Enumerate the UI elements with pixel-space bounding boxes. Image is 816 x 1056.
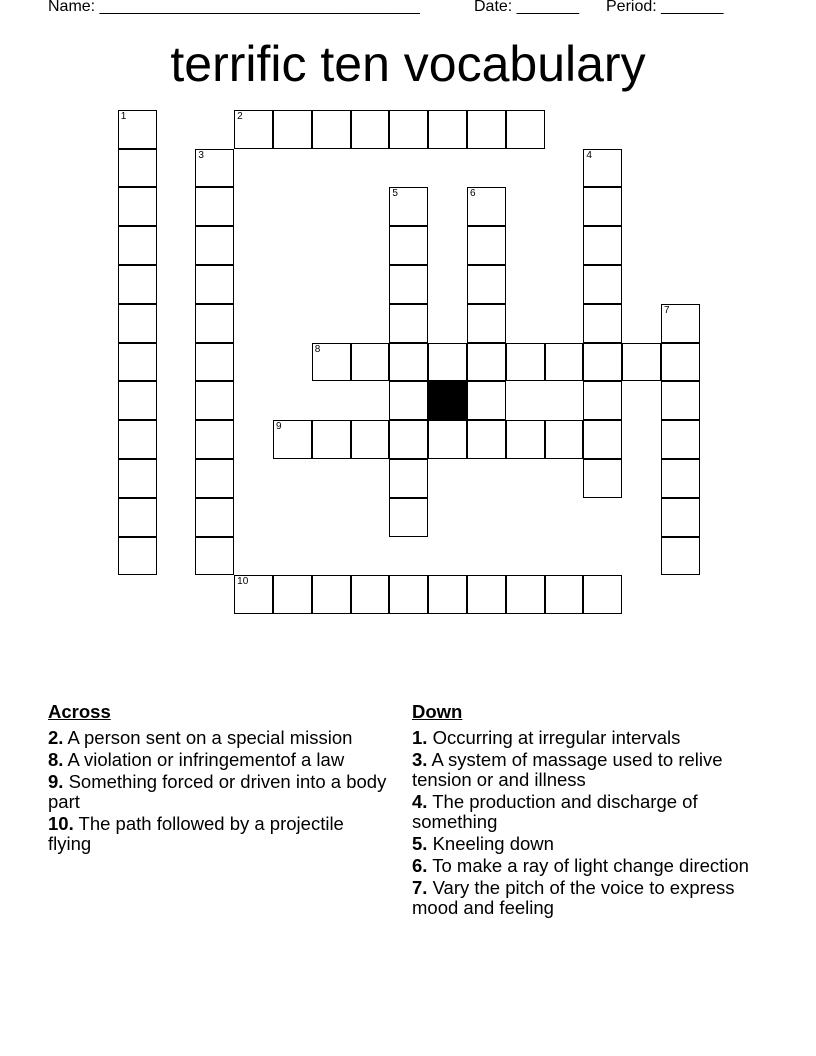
down-clue-list bbox=[412, 728, 752, 918]
grid-cell[interactable] bbox=[273, 420, 312, 459]
grid-cell[interactable] bbox=[273, 110, 312, 149]
grid-cell[interactable] bbox=[118, 459, 157, 498]
clue-text: A system of massage used to relive tension or and illness bbox=[412, 749, 723, 790]
grid-cell[interactable] bbox=[583, 187, 622, 226]
grid-cell[interactable] bbox=[467, 110, 506, 149]
grid-cell[interactable] bbox=[467, 187, 506, 226]
clue-number: 3 bbox=[198, 149, 204, 161]
grid-cell[interactable] bbox=[428, 575, 467, 614]
grid-cell[interactable] bbox=[351, 343, 390, 382]
grid-cell[interactable] bbox=[661, 381, 700, 420]
grid-cell[interactable] bbox=[118, 304, 157, 343]
down-clues bbox=[412, 702, 752, 920]
grid-cell[interactable] bbox=[195, 226, 234, 265]
grid-cell[interactable] bbox=[545, 343, 584, 382]
clue-text: Something forced or driven into a body part bbox=[48, 771, 387, 812]
down-clue bbox=[412, 878, 752, 918]
clue-number: 9 bbox=[275, 421, 282, 433]
grid-cell[interactable] bbox=[428, 343, 467, 382]
grid-cell[interactable] bbox=[118, 343, 157, 382]
grid-cell[interactable] bbox=[467, 381, 506, 420]
grid-cell[interactable] bbox=[583, 381, 622, 420]
clue-text: Occurring at irregular intervals bbox=[427, 727, 681, 748]
grid-cell[interactable] bbox=[583, 575, 622, 614]
grid-cell[interactable] bbox=[583, 226, 622, 265]
date-field-label[interactable]: Date: _______ bbox=[474, 0, 579, 15]
clue-text: A person sent on a special mission bbox=[63, 727, 353, 748]
grid-cell[interactable] bbox=[583, 304, 622, 343]
grid-cell[interactable] bbox=[195, 381, 234, 420]
grid-cell[interactable] bbox=[195, 265, 234, 304]
clue-num: 7. bbox=[412, 877, 428, 898]
clue-text: Vary the pitch of the voice to express mood and feeling bbox=[412, 877, 735, 918]
across-clues bbox=[48, 702, 388, 856]
grid-cell[interactable] bbox=[234, 575, 273, 614]
grid-cell[interactable] bbox=[583, 420, 622, 459]
grid-cell[interactable] bbox=[467, 575, 506, 614]
grid-cell[interactable] bbox=[312, 110, 351, 149]
grid-cell[interactable] bbox=[661, 537, 700, 576]
clue-num: 10. bbox=[48, 813, 74, 834]
grid-cell[interactable] bbox=[583, 343, 622, 382]
grid-cell[interactable] bbox=[467, 304, 506, 343]
grid-cell[interactable] bbox=[312, 420, 351, 459]
grid-cell[interactable] bbox=[118, 498, 157, 537]
black-cell bbox=[428, 381, 467, 420]
clue-number: 6 bbox=[469, 188, 476, 200]
grid-cell[interactable] bbox=[389, 343, 428, 382]
grid-cell[interactable] bbox=[389, 110, 428, 149]
clue-num: 6. bbox=[412, 855, 428, 876]
across-clue bbox=[48, 772, 388, 812]
clue-text: The production and discharge of something bbox=[412, 791, 698, 832]
clue-number: 10 bbox=[237, 576, 249, 588]
clue-text: Kneeling down bbox=[427, 833, 554, 854]
grid-cell[interactable] bbox=[545, 575, 584, 614]
grid-cell[interactable] bbox=[351, 110, 390, 149]
grid-cell[interactable] bbox=[195, 343, 234, 382]
clue-number: 5 bbox=[392, 188, 398, 200]
grid-cell[interactable] bbox=[467, 226, 506, 265]
clue-text: To make a ray of light change direction bbox=[427, 855, 749, 876]
grid-cell[interactable] bbox=[118, 110, 157, 149]
grid-cell[interactable] bbox=[195, 498, 234, 537]
grid-cell[interactable] bbox=[661, 498, 700, 537]
period-field-label[interactable]: Period: _______ bbox=[606, 0, 724, 15]
down-clue bbox=[412, 750, 752, 790]
grid-cell[interactable] bbox=[195, 420, 234, 459]
grid-cell[interactable] bbox=[273, 575, 312, 614]
grid-cell[interactable] bbox=[389, 459, 428, 498]
clue-number: 4 bbox=[586, 149, 592, 161]
grid-cell[interactable] bbox=[195, 187, 234, 226]
grid-cell[interactable] bbox=[389, 304, 428, 343]
clue-number: 2 bbox=[237, 110, 243, 122]
clue-number: 8 bbox=[314, 343, 321, 355]
grid-cell[interactable] bbox=[622, 343, 661, 382]
grid-cell[interactable] bbox=[234, 110, 273, 149]
grid-cell[interactable] bbox=[118, 149, 157, 188]
grid-cell[interactable] bbox=[118, 381, 157, 420]
across-heading: Across bbox=[48, 701, 111, 722]
down-clue bbox=[412, 728, 752, 748]
clue-text: A violation or infringementof a law bbox=[63, 749, 345, 770]
grid-cell[interactable] bbox=[351, 575, 390, 614]
down-clue bbox=[412, 834, 752, 854]
grid-cell[interactable] bbox=[506, 343, 545, 382]
name-field-label[interactable]: Name: ____________________________________ bbox=[48, 0, 420, 15]
grid-cell[interactable] bbox=[118, 226, 157, 265]
grid-cell[interactable] bbox=[661, 459, 700, 498]
grid-cell[interactable] bbox=[506, 420, 545, 459]
grid-cell[interactable] bbox=[195, 459, 234, 498]
grid-cell[interactable] bbox=[195, 149, 234, 188]
grid-cell[interactable] bbox=[506, 575, 545, 614]
grid-cell[interactable] bbox=[118, 537, 157, 576]
grid-cell[interactable] bbox=[312, 575, 351, 614]
grid-cell[interactable] bbox=[583, 459, 622, 498]
clue-num: 8. bbox=[48, 749, 64, 770]
grid-cell[interactable] bbox=[428, 420, 467, 459]
grid-cell[interactable] bbox=[661, 420, 700, 459]
clue-text: The path followed by a projectile flying bbox=[48, 813, 344, 854]
down-clue bbox=[412, 856, 752, 876]
grid-cell[interactable] bbox=[428, 110, 467, 149]
down-heading: Down bbox=[412, 701, 463, 722]
grid-cell[interactable] bbox=[506, 110, 545, 149]
clue-num: 1. bbox=[412, 727, 428, 748]
grid-cell[interactable] bbox=[583, 265, 622, 304]
across-clue bbox=[48, 728, 388, 748]
grid-cell[interactable] bbox=[389, 226, 428, 265]
grid-cell[interactable] bbox=[467, 265, 506, 304]
grid-cell[interactable] bbox=[661, 304, 700, 343]
across-clue bbox=[48, 750, 388, 770]
grid-cell[interactable] bbox=[389, 498, 428, 537]
across-clue-list bbox=[48, 728, 388, 854]
grid-cell[interactable] bbox=[118, 265, 157, 304]
down-clue bbox=[412, 792, 752, 832]
grid-cell[interactable] bbox=[389, 420, 428, 459]
grid-cell[interactable] bbox=[389, 265, 428, 304]
grid-cell[interactable] bbox=[389, 575, 428, 614]
grid-cell[interactable] bbox=[545, 420, 584, 459]
grid-cell[interactable] bbox=[195, 304, 234, 343]
page-title: terrific ten vocabulary bbox=[170, 36, 646, 92]
grid-cell[interactable] bbox=[195, 537, 234, 576]
grid-cell[interactable] bbox=[467, 420, 506, 459]
grid-cell[interactable] bbox=[312, 343, 351, 382]
clue-number: 7 bbox=[663, 304, 670, 316]
grid-cell[interactable] bbox=[118, 420, 157, 459]
grid-cell[interactable] bbox=[467, 343, 506, 382]
grid-cell[interactable] bbox=[351, 420, 390, 459]
grid-cell[interactable] bbox=[389, 381, 428, 420]
grid-cell[interactable] bbox=[389, 187, 428, 226]
clue-num: 3. bbox=[412, 749, 428, 770]
clue-num: 2. bbox=[48, 727, 64, 748]
clue-num: 5. bbox=[412, 833, 428, 854]
clue-number: 1 bbox=[120, 110, 127, 122]
grid-cell[interactable] bbox=[583, 149, 622, 188]
clue-num: 9. bbox=[48, 771, 64, 792]
grid-cell[interactable] bbox=[118, 187, 157, 226]
across-clue bbox=[48, 814, 388, 854]
clue-num: 4. bbox=[412, 791, 428, 812]
grid-cell[interactable] bbox=[661, 343, 700, 382]
